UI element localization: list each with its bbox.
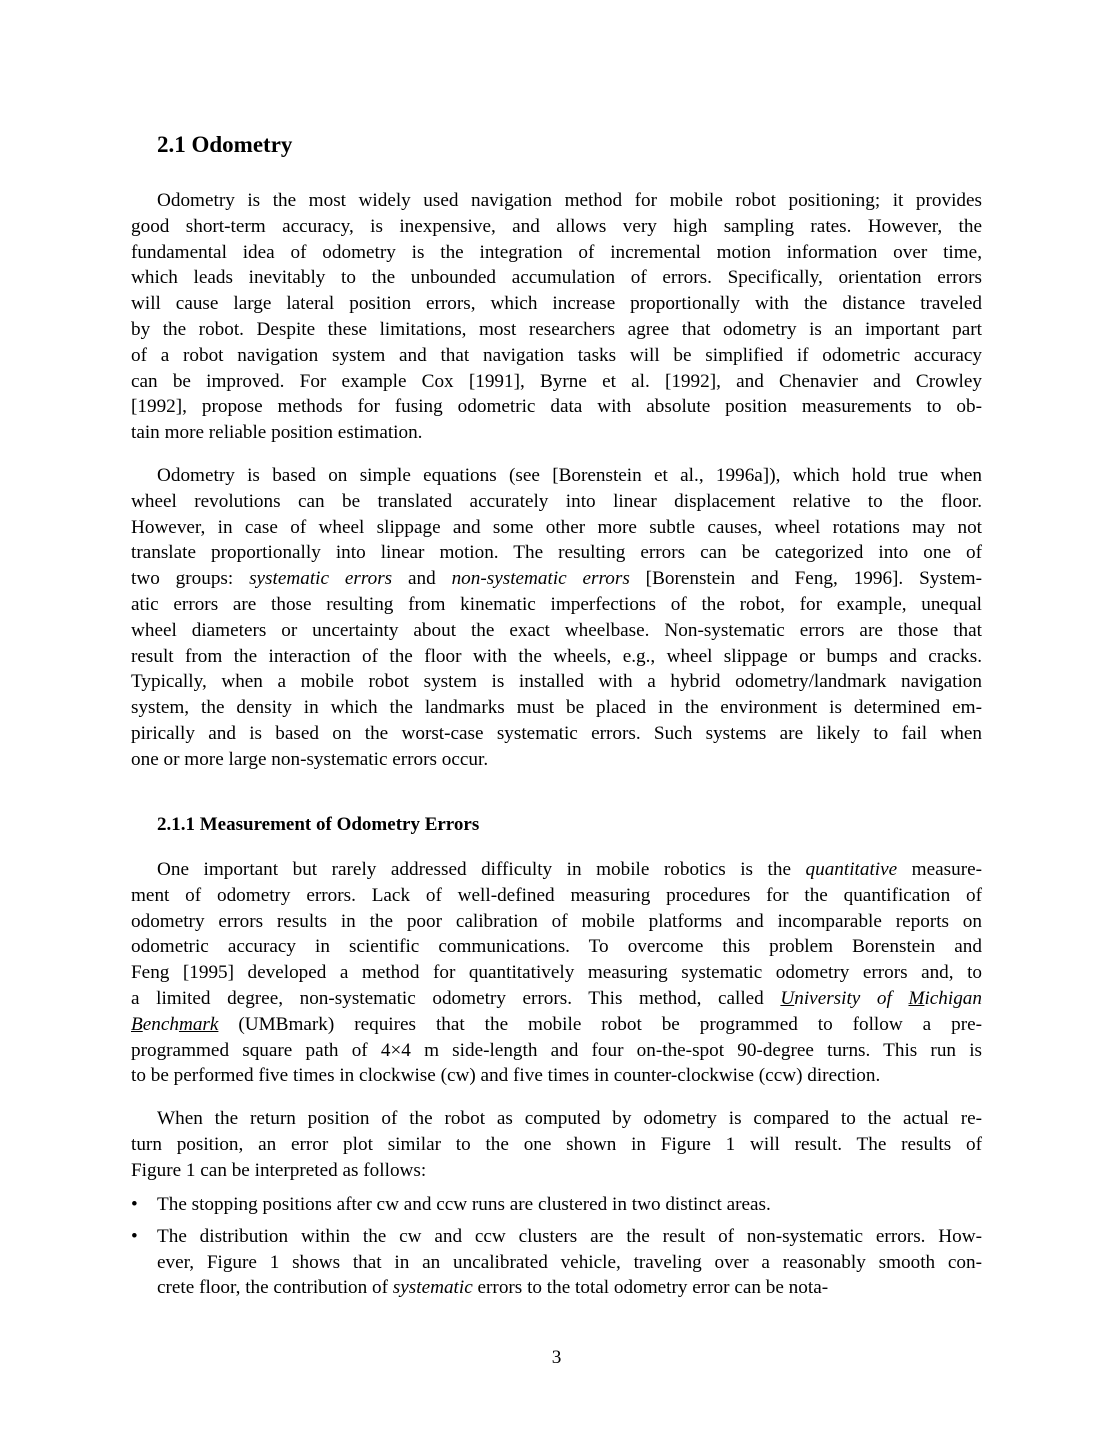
text-line: tain more reliable position estimation. [131,422,423,444]
text-run: [Borenstein and Feng, 1996]. System- [629,568,982,590]
text-line: turn position, an error plot similar to the one shown in Figure 1 will result. The results of [131,1133,982,1155]
text-line: good short-term accuracy, is inexpensive, and allows very high sampling rates. However, the [131,215,982,237]
text-line: fundamental idea of odometry is the integration of incremental motion information over time, [131,241,982,263]
text-run: ichigan [924,987,982,1009]
paragraph-2 [131,463,982,773]
text-line: can be improved. For example Cox [1991], Byrne et al. [1992], and Chenavier and Crowley [131,370,982,392]
text-run: errors to the total odometry error can be nota- [472,1277,829,1299]
text-line: pirically and is based on the worst-case systematic errors. Such systems are likely to fail when [131,722,982,744]
text-line: ment of odometry errors. Lack of well-defined measuring procedures for the quantification of [131,884,982,906]
text-line: of a robot navigation system and that navigation tasks will be simplified if odometric accuracy [131,344,982,366]
text-line: Odometry is based on simple equations (see [Borenstein et al., 1996a]), which hold true when [157,465,982,486]
text-line: will cause large lateral position errors, which increase proportionally with the distance traveled [131,293,982,315]
text-line: wheel revolutions can be translated accurately into linear displacement relative to the floor. [131,490,982,512]
text-line: Feng [1995] developed a method for quantitatively measuring systematic odometry errors and, to [131,962,982,984]
text-line-with-emphasis [131,986,982,1012]
text-run: ench [142,1013,179,1035]
text-run: crete floor, the contribution of [157,1277,393,1299]
underlined-initial: B [131,1013,143,1035]
bullet-item-2 [131,1224,982,1301]
text-line: to be performed five times in clockwise (cw) and five times in counter-clockwise (ccw) direction. [131,1065,881,1087]
text-line: Odometry is the most widely used navigation method for mobile robot positioning; it provides [157,190,982,211]
text-line: However, in case of wheel slippage and some other more subtle causes, wheel rotations may not [131,516,982,538]
text-line: [1992], propose methods for fusing odometric data with absolute position measurements to ob- [131,396,982,418]
umbmark-name-part2 [131,1014,218,1035]
emphasis-systematic: systematic [392,1277,473,1299]
text-line: by the robot. Despite these limitations, most researchers agree that odometry is an important part [131,318,982,340]
text-run: niversity of [794,987,909,1009]
text-run: two groups: [131,568,250,590]
text-line-with-emphasis [131,857,982,883]
emphasis-systematic-errors: systematic errors [249,568,393,590]
emphasis-non-systematic-errors: non-systematic errors [451,568,630,590]
bullet-list [131,1192,982,1301]
text-run: measure- [897,859,982,880]
text-line: programmed square path of 4×4 m side-length and four on-the-spot 90-degree turns. This run is [131,1039,982,1061]
text-line: system, the density in which the landmarks must be placed in the environment is determined em- [131,697,982,719]
text-line: When the return position of the robot as computed by odometry is compared to the actual re- [157,1108,982,1129]
text-line: The stopping positions after cw and ccw runs are clustered in two distinct areas. [157,1194,771,1215]
paragraph-4 [131,1106,982,1183]
paragraph-1 [131,188,982,446]
text-line: wheel diameters or uncertainty about the exact wheelbase. Non-systematic errors are those that [131,619,982,641]
bullet-item-1 [131,1192,982,1218]
underlined-mark: mark [178,1013,219,1035]
bullet-icon: • [131,1194,138,1215]
umbmark-name-part1 [780,988,982,1009]
text-line: odometric accuracy in scientific communications. To overcome this problem Borenstein and [131,936,982,958]
text-run: One important but rarely addressed difficulty in mobile robotics is the [157,859,806,880]
text-line: result from the interaction of the floor with the wheels, e.g., wheel slippage or bumps and cracks. [131,645,982,667]
underlined-initial: U [780,987,795,1009]
text-line-with-emphasis [131,1012,982,1038]
text-line: Typically, when a mobile robot system is installed with a hybrid odometry/landmark navigation [131,671,982,693]
text-line-with-emphasis [157,1275,982,1301]
page-number: 3 [551,1347,562,1368]
section-heading: 2.1 Odometry [157,132,293,157]
text-line: atic errors are those resulting from kinematic imperfections of the robot, for example, unequal [131,593,982,615]
text-run: (UMBmark) requires that the mobile robot be programmed to follow a pre- [218,1013,982,1035]
text-line: The distribution within the cw and ccw clusters are the result of non-systematic errors. How- [157,1225,982,1247]
text-line: which leads inevitably to the unbounded accumulation of errors. Specifically, orientation errors [131,267,982,289]
subsection-heading: 2.1.1 Measurement of Odometry Errors [157,814,480,835]
underlined-initial: M [908,987,925,1009]
paragraph-3 [131,857,982,1089]
text-line-with-emphasis [131,566,982,592]
text-line: one or more large non-systematic errors occur. [131,748,489,770]
text-line: translate proportionally into linear motion. The resulting errors can be categorized into one of [131,542,982,564]
text-line: ever, Figure 1 shows that in an uncalibrated vehicle, traveling over a reasonably smooth con- [157,1251,982,1273]
emphasis-quantitative: quantitative [805,859,898,880]
text-line: odometry errors results in the poor calibration of mobile platforms and incomparable reports on [131,910,982,932]
bullet-icon: • [131,1225,138,1247]
text-run: and [392,568,452,590]
text-run: a limited degree, non-systematic odometry errors. This method, called [131,987,781,1009]
text-line: Figure 1 can be interpreted as follows: [131,1159,427,1181]
